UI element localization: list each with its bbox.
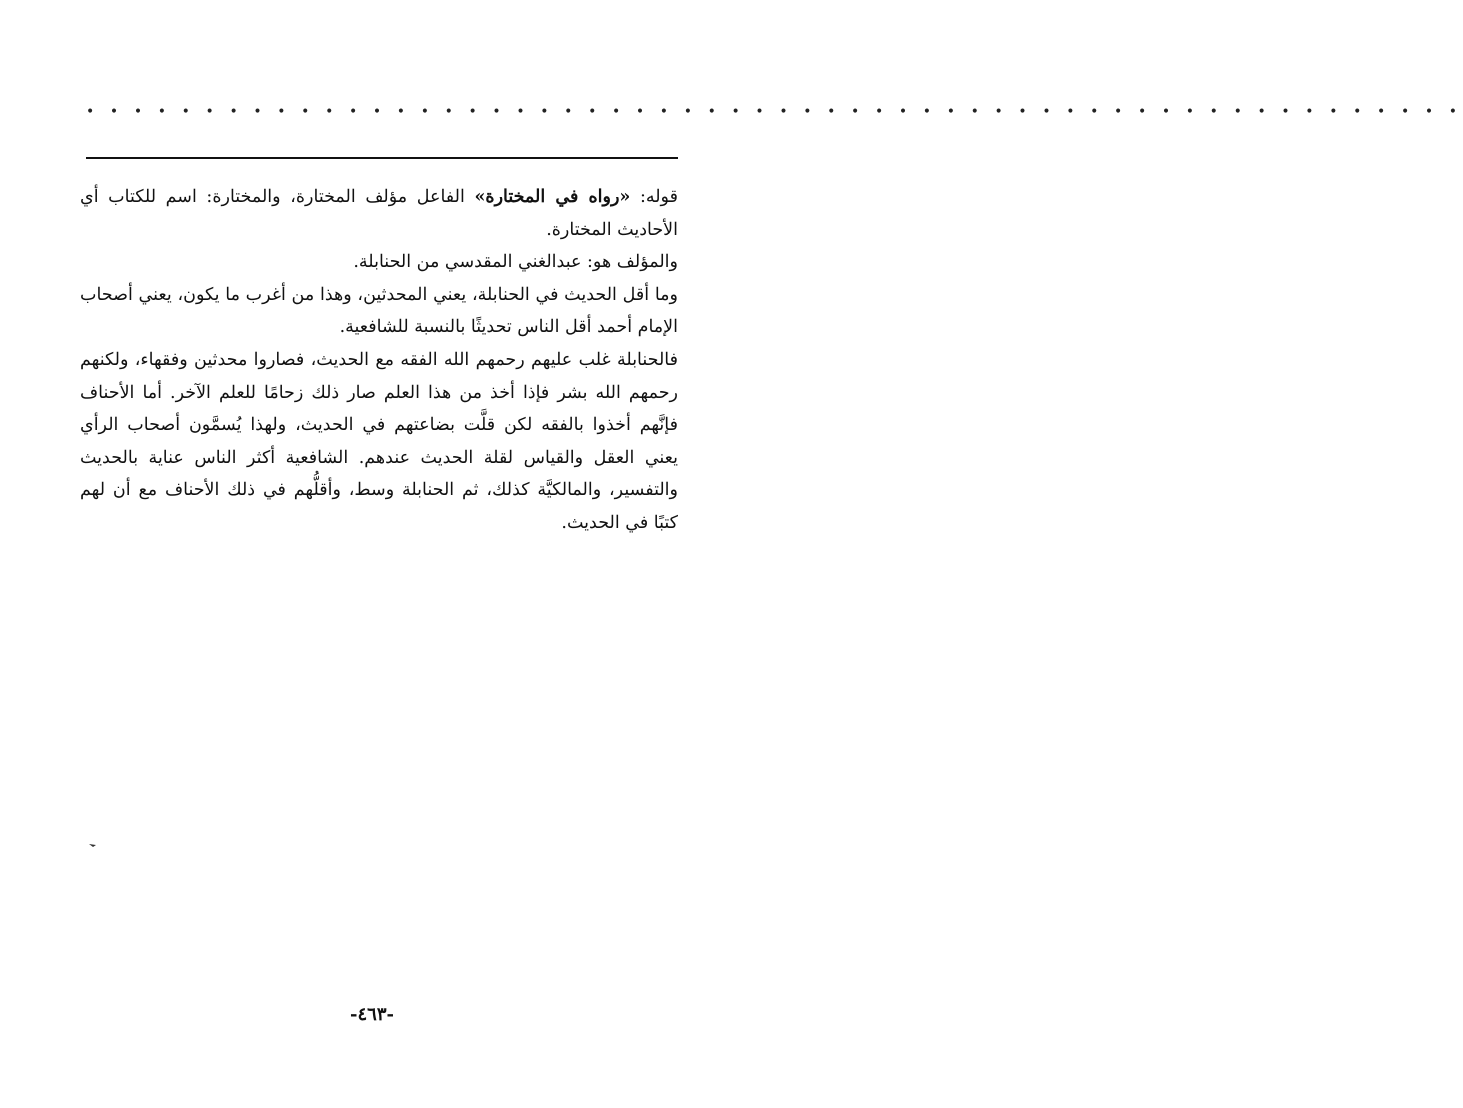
- footnote-text: [80, 181, 678, 540]
- footnote-paragraph-3: وما أقل الحديث في الحنابلة، يعني المحدثين، وهذا من أغرب ما يكون، يعني أصحاب الإمام أحمد أقل الناس تحديثًا بالنسبة للشافعية.: [80, 284, 678, 338]
- dotted-separator: • • • • • • • • • • • • • • • • • • • • • • • • • • • • • • • • • • • • • • • • • • • • • • • • • • • • • • • • • •: [86, 104, 1463, 120]
- page-number: -٤٦٣-: [350, 1004, 394, 1025]
- footnote-lead: قوله:: [630, 187, 678, 207]
- footnote-quoted-reference: «رواه في المختارة»: [474, 187, 631, 207]
- footnote-paragraph-1-rest: الفاعل مؤلف المختارة، والمختارة: اسم للكتاب أي الأحاديث المختارة.: [80, 187, 678, 240]
- footnote-rule: [86, 157, 678, 159]
- footnote-paragraph-2: والمؤلف هو: عبدالغني المقدسي من الحنابلة.: [353, 252, 678, 273]
- footnote-paragraph-4: فالحنابلة غلب عليهم رحمهم الله الفقه مع الحديث، فصاروا محدثين وفقهاء، ولكنهم رحمهم الله بشر فإذا أخذ من هذا العلم صار ذلك زحامًا للعلم الآخر. أما الأحناف فإنَّهم أخذوا بالفقه لكن قلَّت بضاعتهم في الحديث، ولهذا يُسمَّون أصحاب الرأي يعني العقل والقياس لقلة الحديث عندهم. الشافعية أكثر الناس عناية بالحديث والتفسير، والمالكيَّة كذلك، ثم الحنابلة وسط، وأقلُّهم في ذلك الأحناف مع أن لهم كتبًا في الحديث.: [80, 349, 678, 533]
- stray-ink-mark: [88, 843, 98, 848]
- footnote-paragraph-1: [80, 181, 678, 246]
